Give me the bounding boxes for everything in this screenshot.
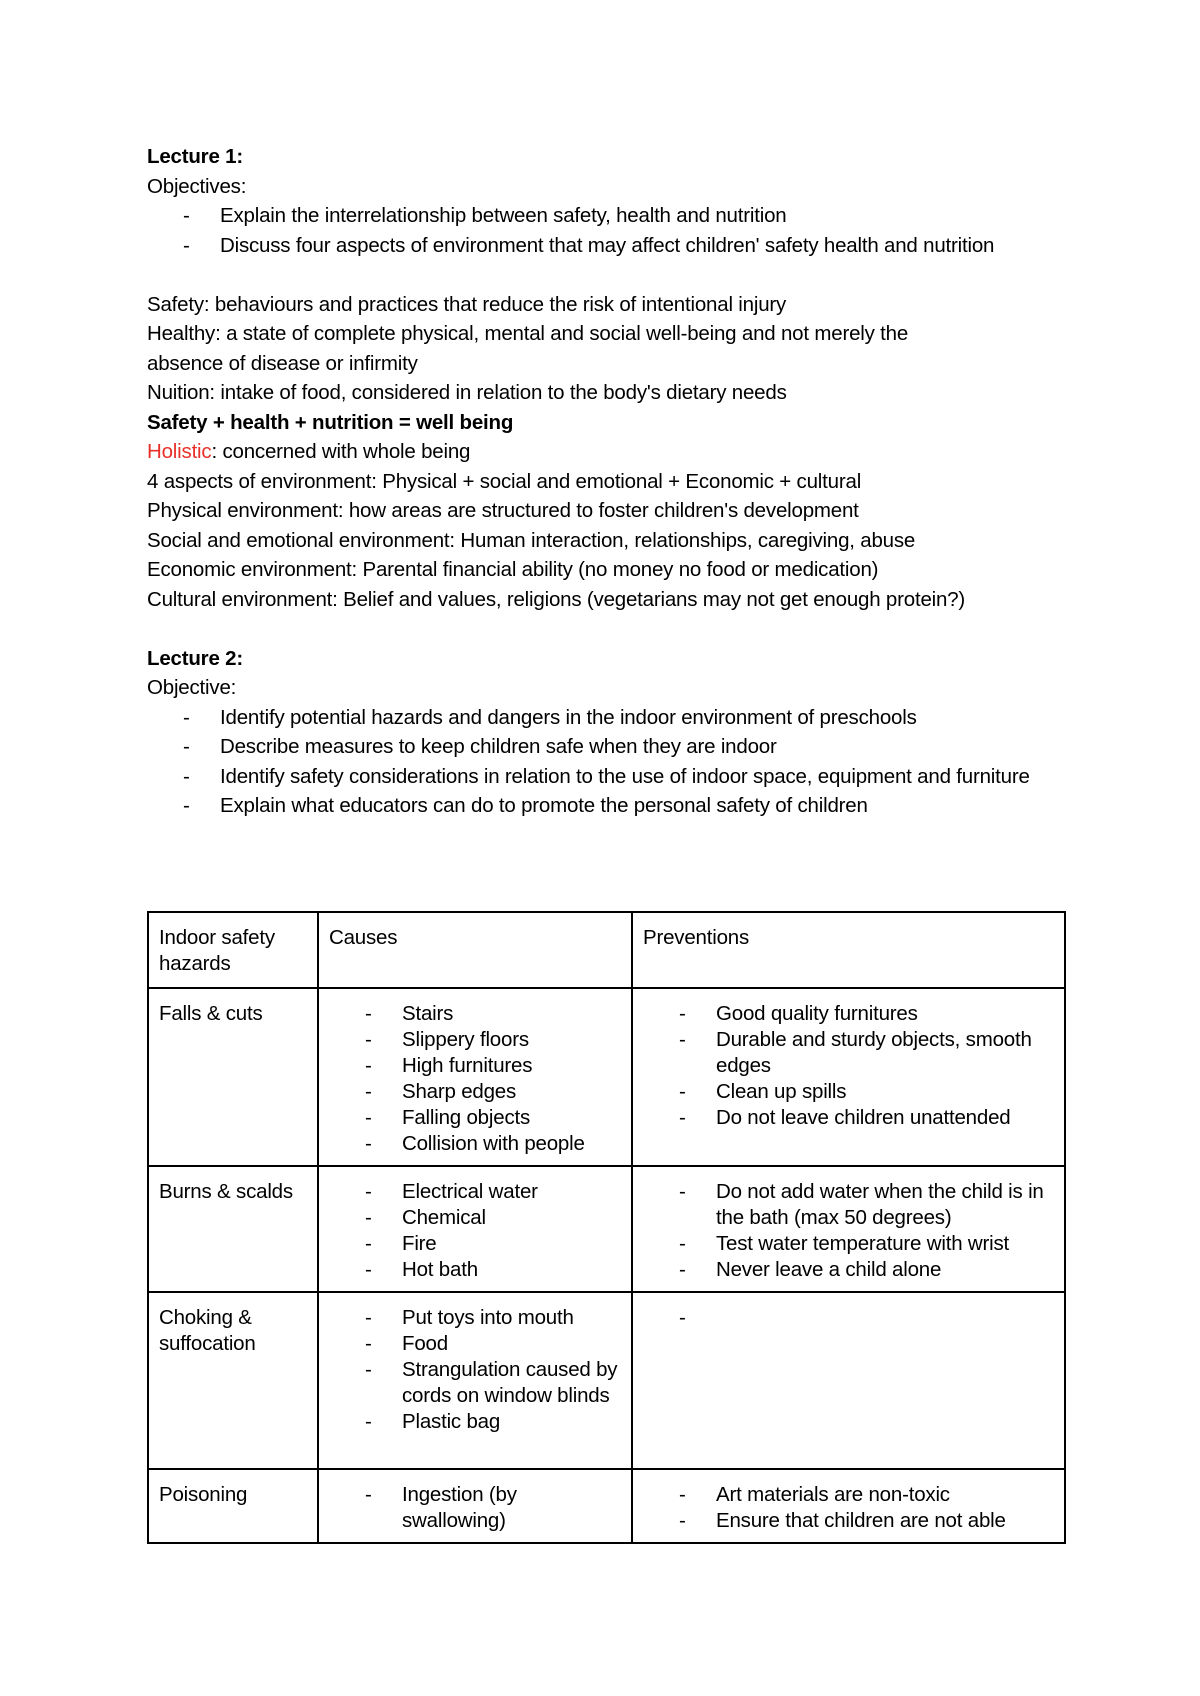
well-being-formula: Safety + health + nutrition = well being (147, 410, 514, 434)
list-item: - Identify safety considerations in relation to the use of indoor space, equipment and furniture (183, 764, 1030, 788)
list-item: - Explain what educators can do to promote the personal safety of children (183, 794, 868, 817)
hazard-cell: Choking & suffocation (148, 1292, 318, 1469)
preventions-cell (632, 1166, 1065, 1292)
holistic-definition (147, 437, 1067, 467)
lecture-1-objectives-label: Objectives: (147, 174, 247, 198)
list-item: - Ensure that children are not able (679, 1509, 1006, 1532)
causes-cell (318, 1166, 632, 1292)
list-item: - Explain the interrelationship between safety, health and nutrition (183, 204, 787, 227)
list-item: - Chemical (365, 1206, 486, 1229)
list-item: - Discuss four aspects of environment that may affect children' safety health and nutrition (183, 233, 995, 257)
hazard-cell: Falls & cuts (148, 988, 318, 1166)
lecture-1-title: Lecture 1: (147, 145, 243, 168)
list-item: - Identify potential hazards and dangers in the indoor environment of preschools (183, 705, 917, 729)
lecture-2-objectives-list (147, 703, 1067, 821)
list-item: - Never leave a child alone (679, 1258, 942, 1281)
header-cell: Indoor safety hazards (148, 912, 318, 988)
list-item: - Electrical water (365, 1180, 538, 1203)
list-item: - Ingestion (by swallowing) (365, 1483, 517, 1532)
environment-aspects: 4 aspects of environment: Physical + social and emotional + Economic + cultural (147, 469, 862, 493)
healthy-definition: Healthy: a state of complete physical, mental and social well-being and not merely the (147, 322, 909, 345)
table-row (148, 1292, 1065, 1469)
list-item: - Put toys into mouth (365, 1306, 574, 1329)
causes-cell (318, 1469, 632, 1543)
list-item: - Test water temperature with wrist (679, 1232, 1010, 1255)
list-item: - Sharp edges (365, 1080, 517, 1103)
physical-environment: Physical environment: how areas are structured to foster children's development (147, 499, 859, 522)
cultural-environment: Cultural environment: Belief and values, religions (vegetarians may not get enough protein?) (147, 587, 966, 611)
table-row (148, 988, 1065, 1166)
preventions-cell (632, 988, 1065, 1166)
list-item: - Do not add water when the child is in the bath (max 50 degrees) (679, 1180, 1044, 1229)
lecture-2-objective-label: Objective: (147, 676, 237, 699)
safety-definition: Safety: behaviours and practices that reduce the risk of intentional injury (147, 292, 787, 316)
healthy-definition-cont: absence of disease or infirmity (147, 351, 418, 375)
list-item: - Durable and sturdy objects, smooth edges (679, 1028, 1032, 1077)
list-item: - Good quality furnitures (679, 1002, 918, 1025)
economic-environment: Economic environment: Parental financial ability (no money no food or medication) (147, 558, 879, 581)
hazard-cell: Poisoning (148, 1469, 318, 1543)
list-item: - Food (365, 1332, 448, 1355)
hazard-cell: Burns & scalds (148, 1166, 318, 1292)
holistic-term: Holistic (147, 440, 212, 463)
lecture-2-title: Lecture 2: (147, 646, 243, 670)
indoor-safety-table (147, 911, 1066, 1544)
list-item: - Do not leave children unattended (679, 1106, 1011, 1129)
table-row (148, 1166, 1065, 1292)
list-item: - Slippery floors (365, 1028, 529, 1051)
table-row (148, 1469, 1065, 1543)
list-item: - Plastic bag (365, 1410, 501, 1433)
preventions-cell (632, 1469, 1065, 1543)
document-body (147, 142, 1067, 821)
list-item: - High furnitures (365, 1054, 533, 1077)
list-item: - Strangulation caused by cords on window blinds (365, 1358, 618, 1407)
holistic-def: : concerned with whole being (211, 440, 471, 463)
social-environment: Social and emotional environment: Human interaction, relationships, caregiving, abuse (147, 528, 916, 552)
causes-cell (318, 988, 632, 1166)
table-header-row (148, 912, 1065, 988)
list-item: - Stairs (365, 1002, 454, 1025)
preventions-cell: - (632, 1292, 1065, 1469)
list-item: - Fire (365, 1232, 437, 1255)
causes-cell (318, 1292, 632, 1469)
list-item: - Clean up spills (679, 1080, 847, 1103)
lecture-1-objectives-list (147, 201, 1067, 260)
list-item: - Collision with people (365, 1132, 585, 1155)
list-item: - Art materials are non-toxic (679, 1483, 950, 1506)
header-cell: Preventions (632, 912, 1065, 988)
header-cell: Causes (318, 912, 632, 988)
list-item: - Falling objects (365, 1106, 531, 1129)
nutrition-definition: Nuition: intake of food, considered in relation to the body's dietary needs (147, 381, 787, 404)
list-item: - Describe measures to keep children safe when they are indoor (183, 735, 777, 758)
list-item: - Hot bath (365, 1258, 478, 1281)
